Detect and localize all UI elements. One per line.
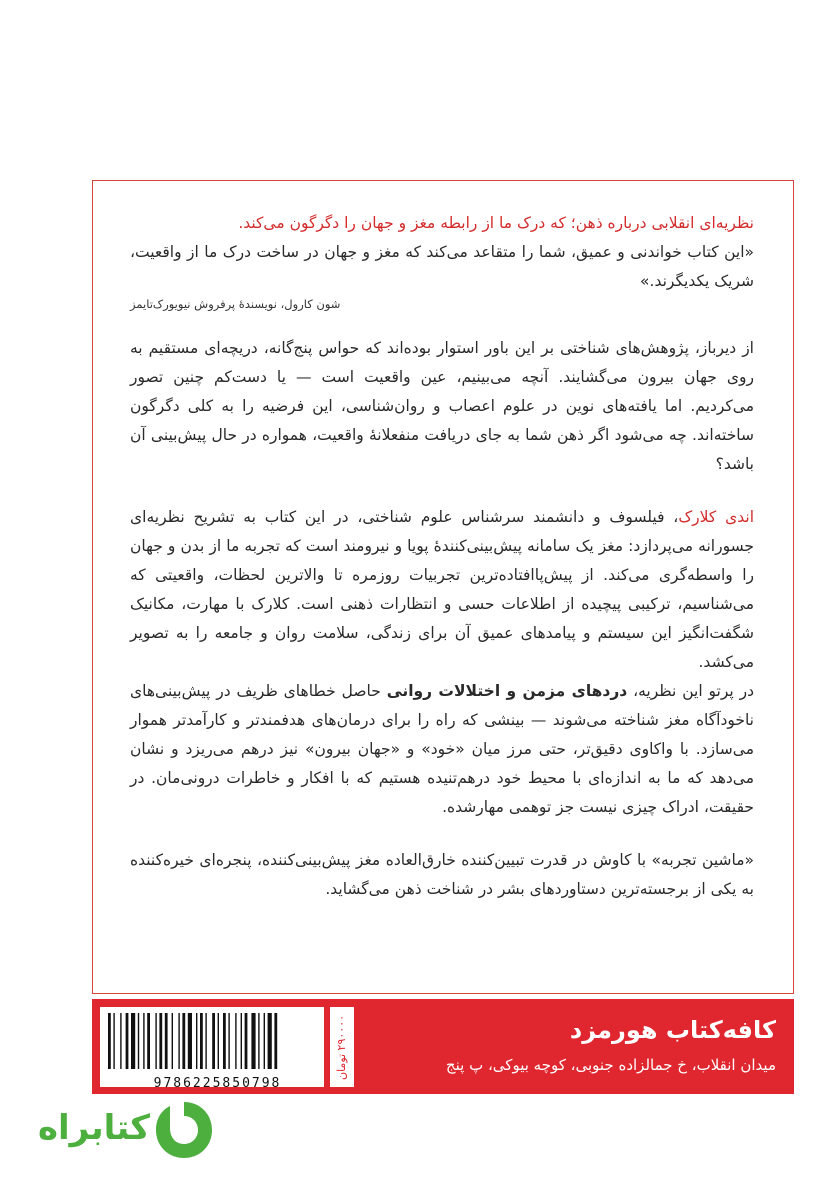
blurb-quote: «این کتاب خواندنی و عمیق، شما را متقاعد می‌کند که مغز و جهان در ساخت درک ما از واقعیت، شریک یکدیگرند.» xyxy=(130,243,754,290)
paragraph-intro: از دیرباز، پژوهش‌های شناختی بر این باور استوار بوده‌اند که حواس پنج‌گانه، دریچه‌ای مستقیم به روی جهان بیرون می‌گشایند. آنچه می‌بینیم، عین واقعیت است — یا دست‌کم چنین تصور می‌کردیم. اما یافته‌های نوین در علوم اعصاب و روان‌شناسی، این فرضیه را به کلی دگرگون ساخته‌اند. چه می‌شود اگر ذهن شما به جای دریافت منفعلانهٔ واقعیت، همواره در حال پیش‌بینی آن باشد؟ xyxy=(130,339,754,473)
logo-text: کتابراه xyxy=(37,1108,150,1148)
barcode-bar xyxy=(218,1013,219,1069)
isbn-barcode xyxy=(100,1007,324,1091)
barcode-bar xyxy=(120,1013,121,1069)
paragraph-author xyxy=(130,503,754,677)
paragraph-author-text: ، فیلسوف و دانشمند سرشناس علوم شناختی، در این کتاب به تشریح نظریه‌ای جسورانه می‌پردازد: مغز یک سامانه پیش‌بینی‌کنندهٔ پویا و نیرومند است که تجربه ما از بدن و جهان را واسطه‌گری می‌کند. از پیش‌پاافتاده‌ترین تجربیات روزمره تا والاترین لحظات، واقعیتی که می‌شناسیم، ترکیبی پیچیده از اطلاعات حسی و انتظارات ذهنی است. کلارک با مهارت، مکانیک شگفت‌انگیز این سیستم و پیامدهای عمیق آن برای زندگی، سلامت روان و جامعه را به تصویر می‌کشد. xyxy=(130,508,754,671)
barcode-bar xyxy=(268,1013,272,1069)
barcode-bar xyxy=(212,1013,215,1069)
tagline: نظریه‌ای انقلابی درباره ذهن؛ که درک ما از رابطه مغز و جهان را دگرگون می‌کند. xyxy=(238,214,754,232)
barcode-bar xyxy=(258,1013,259,1069)
ketabrah-logo xyxy=(37,1098,220,1162)
barcode-bar xyxy=(245,1013,248,1069)
publisher-name: کافه‌کتاب هورمزد xyxy=(569,1016,776,1044)
paragraph-theory-end: حاصل خطاهای ظریف در پیش‌بینی‌های ناخودآگاه مغز شناخته می‌شوند — بینشی که راه را برای درمان‌های هدفمندتر و کارآمدتر هموار می‌سازد. با واکاوی دقیق‌تر، حتی مرز میان «خود» و «جهان بیرون» نیز درهم می‌ریزد و نشان می‌دهد که ما به اندازه‌ای با محیط خود درهم‌تنیده هستیم که با افکار و خاطرات درونی‌مان. در حقیقت، ادراک چیزی نیست جز توهمی مهارشده. xyxy=(130,682,754,816)
barcode-bar xyxy=(131,1013,135,1069)
author-name: اندی کلارک xyxy=(678,508,754,526)
barcode-bar xyxy=(235,1013,236,1069)
publisher-address: میدان انقلاب، خ جمالزاده جنوبی، کوچه بیوکی، پ پنج xyxy=(445,1056,776,1074)
barcode-bar xyxy=(143,1013,144,1069)
price-label: ۲۹۰۰۰۰ تومان xyxy=(330,1007,354,1087)
barcode-bar xyxy=(274,1013,277,1069)
barcode-bar xyxy=(108,1013,111,1069)
barcode-bar xyxy=(138,1013,139,1069)
paragraph-closing: «ماشین تجربه» با کاوش در قدرت تبیین‌کننده خارق‌العاده مغز پیش‌بینی‌کننده، پنجره‌ای خیره‌کننده به یکی از برجسته‌ترین دستاوردهای بشر در شناخت ذهن می‌گشاید. xyxy=(130,851,754,898)
barcode-bar xyxy=(241,1013,242,1069)
barcode-bar xyxy=(155,1013,156,1069)
barcode-icon xyxy=(106,1013,318,1073)
barcode-bar xyxy=(182,1013,185,1069)
paragraph-theory xyxy=(130,677,754,822)
barcode-bar xyxy=(251,1013,255,1069)
barcode-bar xyxy=(205,1013,206,1069)
publisher-footer xyxy=(92,999,794,1094)
barcode-bar xyxy=(223,1013,226,1069)
barcode-bar xyxy=(126,1013,129,1069)
paragraph-theory-start: در پرتو این نظریه، xyxy=(627,682,754,700)
quote-attribution: شون کارول، نویسندۀ پرفروش نیویورک‌تایمز xyxy=(130,297,341,311)
barcode-bar xyxy=(172,1013,173,1069)
book-leaf-icon xyxy=(152,1098,216,1162)
barcode-bar xyxy=(200,1013,203,1069)
barcode-bar xyxy=(196,1013,197,1069)
barcode-bar xyxy=(113,1013,114,1069)
barcode-bar xyxy=(147,1013,150,1069)
barcode-bar xyxy=(165,1013,168,1069)
barcode-bar xyxy=(178,1013,179,1069)
back-cover-text xyxy=(130,210,754,904)
highlight-phrase: دردهای مزمن و اختلالات روانی xyxy=(386,682,628,700)
barcode-bar xyxy=(228,1013,229,1069)
barcode-bar xyxy=(264,1013,265,1069)
isbn-number: 9786225850798 xyxy=(153,1076,282,1091)
barcode-bar xyxy=(188,1013,192,1069)
barcode-bar xyxy=(159,1013,162,1069)
